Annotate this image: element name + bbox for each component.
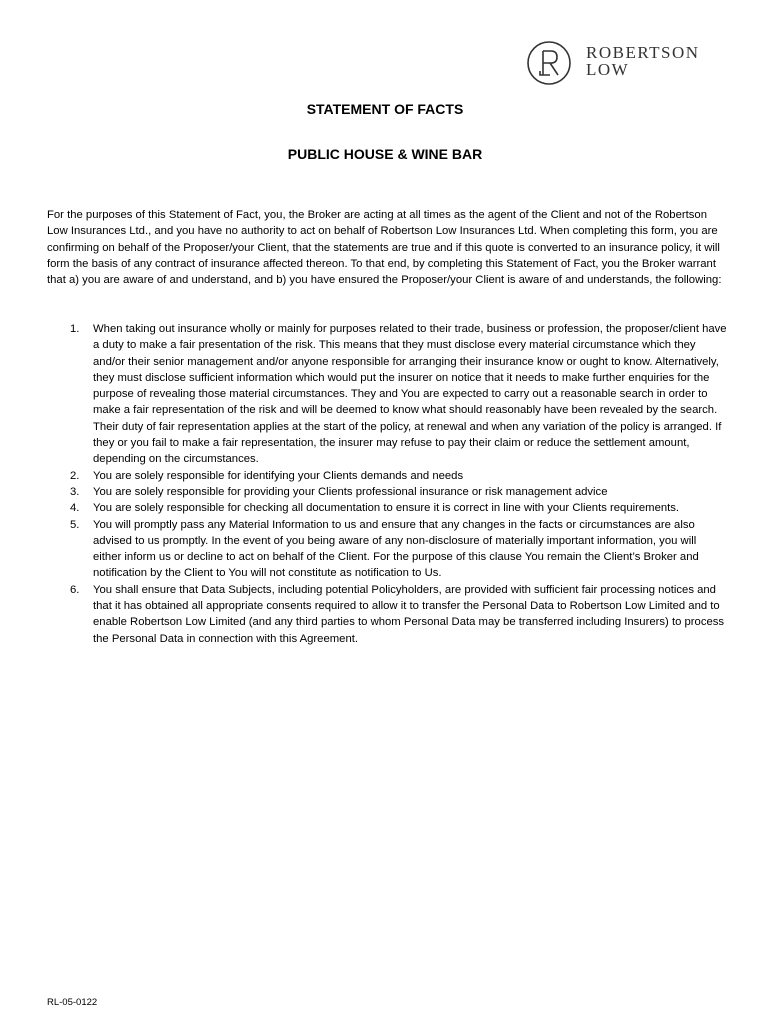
rl-monogram-icon	[526, 40, 572, 86]
list-item	[47, 517, 727, 582]
item-number: 2.	[70, 469, 80, 482]
list-item	[47, 500, 727, 516]
item-text: You will promptly pass any Material Information to us and ensure that any changes in the facts or circumstances are also advised to us promptly. In the event of you being aware of any non-disclosure of materially important information, you will either inform us or decline to act on behalf of the Client. For the purpose of this clause You remain the Client’s Broker and notification by the Client to You will not constitute as notification to Us.	[93, 518, 699, 580]
logo-wordmark	[586, 44, 700, 78]
list-item	[47, 468, 727, 484]
document-title: STATEMENT OF FACTS	[306, 101, 464, 117]
company-logo	[526, 40, 726, 86]
item-text: You are solely responsible for providing your Clients professional insurance or risk management advice	[93, 485, 608, 498]
item-text: You are solely responsible for checking all documentation to ensure it is correct in line with your Clients requirements.	[93, 502, 680, 515]
list-item	[47, 582, 727, 647]
document-subtitle: PUBLIC HOUSE & WINE BAR	[287, 146, 483, 162]
item-number: 3.	[70, 485, 80, 498]
item-number: 6.	[70, 583, 80, 596]
logo-line-1: ROBERTSON	[586, 43, 700, 62]
item-number: 1.	[70, 323, 80, 335]
conditions-list	[47, 321, 727, 647]
item-number: 4.	[70, 502, 80, 515]
item-text: You are solely responsible for identifying your Clients demands and needs	[93, 469, 464, 482]
item-text: You shall ensure that Data Subjects, including potential Policyholders, are provided with sufficient fair processing notices and that it has obtained all appropriate consents required to allow it to transfer the Personal Data to Robertson Low Limited and to enable Robertson Low Limited (and any third parties to whom Personal Data may be transferred including Insurers) to process the Personal Data in connection with this Agreement.	[93, 583, 725, 645]
logo-line-2: LOW	[586, 60, 630, 79]
item-number: 5.	[70, 518, 80, 531]
intro-paragraph: For the purposes of this Statement of Fact, you, the Broker are acting at all times as the agent of the Client and not of the Robertson Low Insurances Ltd., and you have no authority to act on behalf of Robertson Low Insurances Ltd. When completing this form, you are confirming on behalf of the Proposer/your Client, that the statements are true and if this quote is converted to an insurance policy, it will form the basis of any contract of insurance affected thereon. To that end, by completing this Statement of Fact, you the Broker warrant that a) you are aware of and understand, and b) you have ensured the Proposer/your Client is aware of and understands, the following:	[47, 209, 722, 287]
list-item	[47, 321, 727, 468]
document-reference: RL-05-0122	[47, 997, 98, 1008]
list-item	[47, 484, 727, 500]
item-text: When taking out insurance wholly or mainly for purposes related to their trade, business or profession, the proposer/client have a duty to make a fair presentation of the risk. This means that they must disclose every material circumstance which they and/or their senior management and/or anyone responsible for arranging their insurance know or ought to know. Alternatively, they must disclose sufficient information which would put the insurer on notice that it needs to make further enquiries for the purpose of revealing those material circumstances. They and You are expected to carry out a reasonable search in order to make a fair representation of the risk and will be deemed to know what should reasonably have been revealed by the search. Their duty of fair representation applies at the start of the policy, at renewal and when any variation of the policy is arranged. If they or you fail to make a fair representation, the insurer may refuse to pay their claim or reduce the settlement amount, depending on the circumstances.	[93, 323, 727, 466]
